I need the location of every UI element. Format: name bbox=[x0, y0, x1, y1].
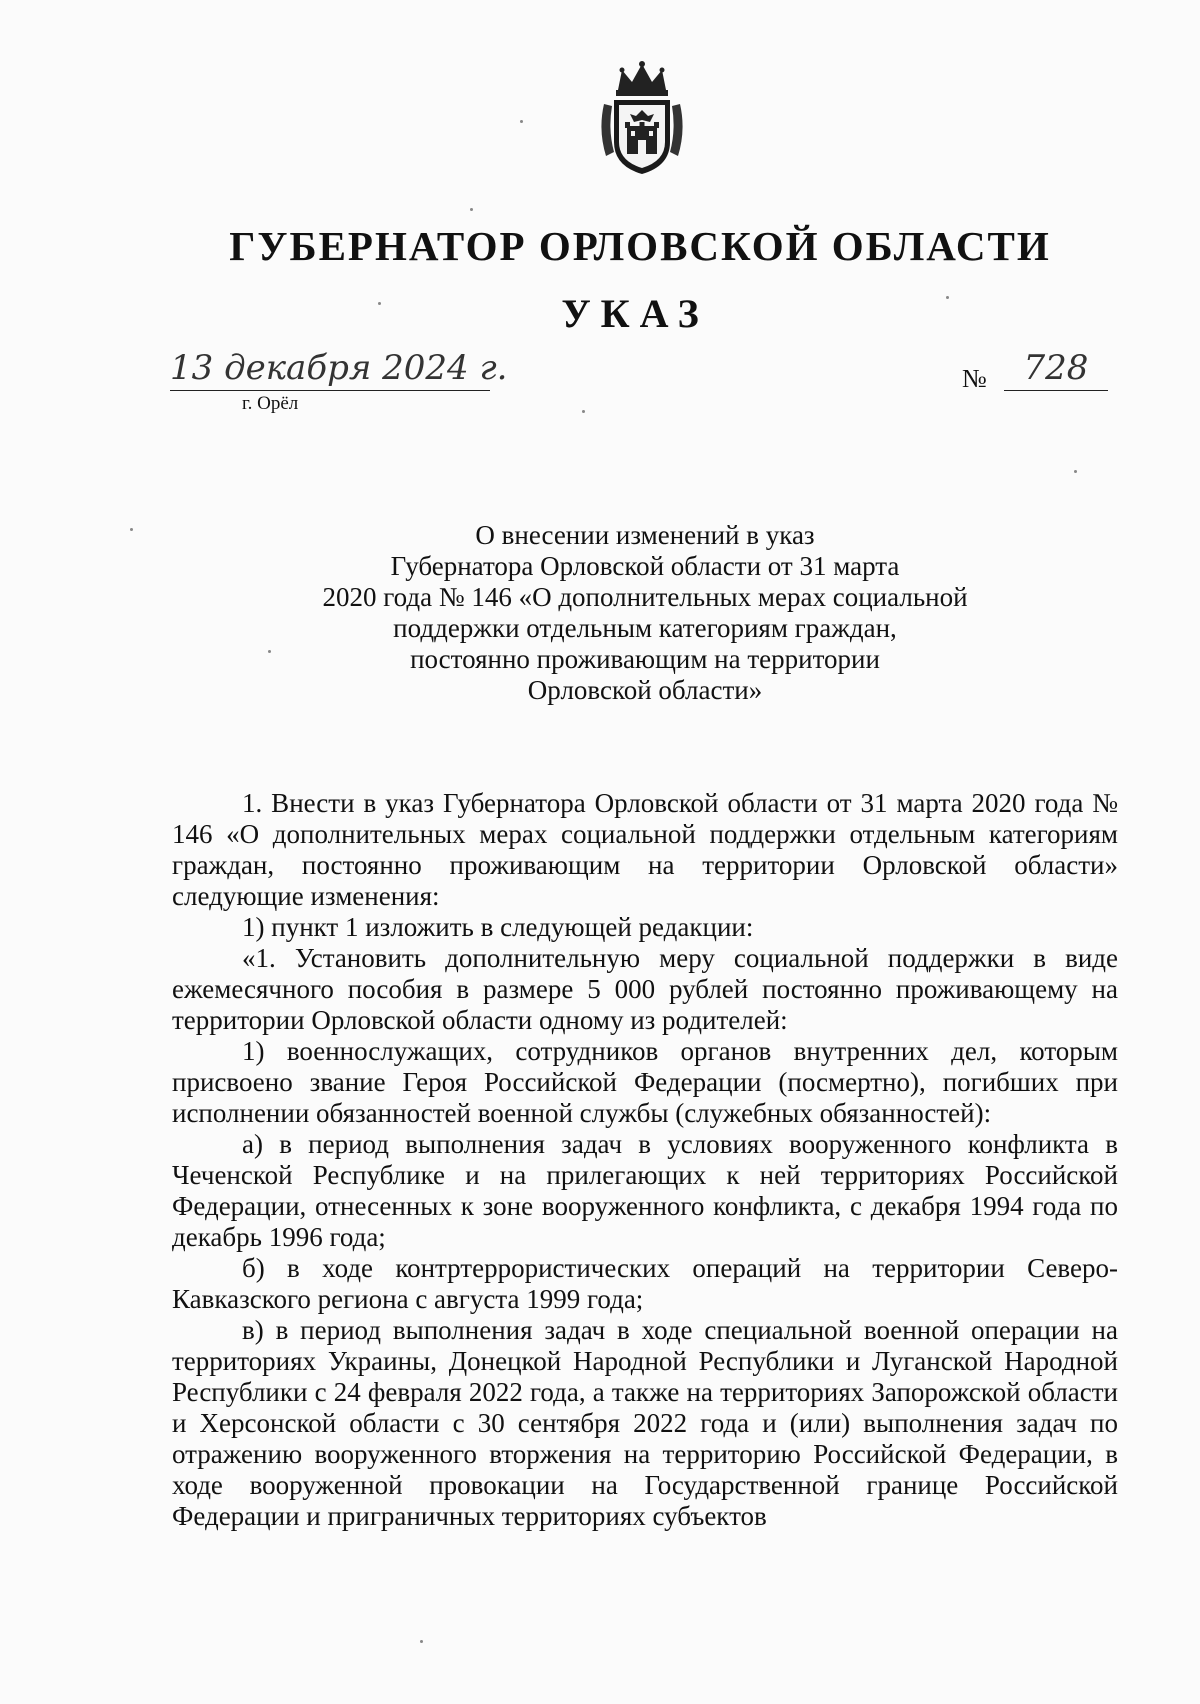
scan-speck bbox=[470, 208, 473, 211]
scan-speck bbox=[520, 120, 523, 123]
subject-line: поддержки отдельным категориям граждан, bbox=[393, 613, 897, 643]
scan-speck bbox=[130, 528, 133, 531]
subject-line: постоянно проживающим на территории bbox=[410, 644, 880, 674]
body-paragraph: 1) пункт 1 изложить в следующей редакции: bbox=[242, 912, 754, 942]
document-subject bbox=[0, 520, 1200, 706]
document-type: УКАЗ bbox=[561, 291, 709, 336]
handwritten-number: 728 bbox=[1004, 346, 1108, 391]
body-paragraph: б) в ходе контртеррористических операций на территории Северо-Кавказского региона с августа 1999 года; bbox=[172, 1253, 1118, 1314]
city-label: г. Орёл bbox=[242, 393, 299, 414]
body-paragraph: в) в период выполнения задач в ходе специальной военной операции на территориях Украины, Донецкой Народной Республики и Луганской Народной Республики с 24 февраля 2022 года, а также на территориях Запорожской области и Херсонской области с 30 сентября 2022 года и (или) выполнения задач по отражению вооруженного вторжения на территорию Российской Федерации, в ходе вооруженной провокации на Государственной границе Российской Федерации и приграничных территориях субъектов bbox=[172, 1315, 1118, 1531]
body-paragraph: «1. Установить дополнительную меру социальной поддержки в виде ежемесячного пособия в размере 5 000 рублей постоянно проживающему на территории Орловской области одному из родителей: bbox=[172, 943, 1118, 1035]
coat-of-arms-icon bbox=[596, 60, 688, 178]
body-paragraph: 1. Внести в указ Губернатора Орловской области от 31 марта 2020 года № 146 «О дополнительных мерах социальной поддержки отдельным категориям граждан, постоянно проживающим на территории Орловской области» следующие изменения: bbox=[172, 788, 1118, 911]
issuing-authority: ГУБЕРНАТОР ОРЛОВСКОЙ ОБЛАСТИ bbox=[229, 223, 1051, 269]
subject-line: Орловской области» bbox=[527, 675, 763, 705]
scan-speck bbox=[268, 650, 271, 653]
handwritten-date: 13 декабря 2024 г. bbox=[170, 346, 490, 391]
scan-speck bbox=[582, 410, 585, 413]
subject-line: О внесении изменений в указ bbox=[475, 520, 815, 550]
scan-speck bbox=[378, 302, 381, 305]
scan-speck bbox=[420, 1640, 423, 1643]
body-paragraph: а) в период выполнения задач в условиях вооруженного конфликта в Чеченской Республике и на прилегающих к ней территориях Российской Федерации, отнесенных к зоне вооруженного конфликта, с декабря 1994 года по декабрь 1996 года; bbox=[172, 1129, 1118, 1252]
body-paragraph: 1) военнослужащих, сотрудников органов внутренних дел, которым присвоено звание Героя Российской Федерации (посмертно), погибших при исполнении обязанностей военной службы (служебных обязанностей): bbox=[172, 1036, 1118, 1128]
subject-line: 2020 года № 146 «О дополнительных мерах социальной bbox=[322, 582, 968, 612]
number-label: № bbox=[962, 364, 987, 393]
scan-speck bbox=[946, 296, 949, 299]
scan-speck bbox=[1074, 470, 1077, 473]
subject-line: Губернатора Орловской области от 31 марта bbox=[390, 551, 900, 581]
document-body bbox=[172, 788, 1118, 1532]
